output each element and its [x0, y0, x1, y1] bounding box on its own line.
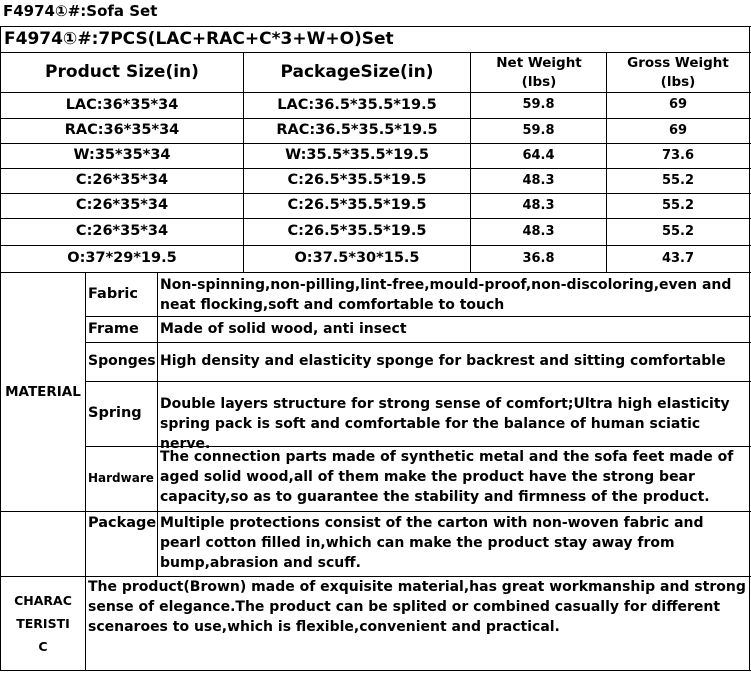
net-weight-cell: 48.3 — [522, 197, 555, 213]
product-size-cell: LAC:36*35*34 — [65, 96, 179, 113]
product-size-cell: C:26*35*34 — [75, 223, 169, 240]
characteristic-label-text: CHARACTERISTIC — [14, 593, 72, 654]
material-name: Spring — [88, 405, 142, 422]
net-weight-cell: 59.8 — [522, 97, 555, 113]
gross-weight-cell: 55.2 — [661, 172, 695, 188]
material-name: Hardware — [88, 471, 154, 486]
product-size-cell: W:35*35*34 — [73, 147, 171, 164]
header-gross-weight: Gross Weight (lbs) — [627, 54, 729, 90]
gross-weight-cell: 55.2 — [661, 197, 695, 213]
product-size-cell: C:26*35*34 — [75, 172, 169, 189]
characteristic-label — [1, 577, 85, 670]
header-product-size: Product Size(in) — [45, 62, 199, 83]
material-name: Package — [88, 515, 157, 531]
gross-weight-cell: 69 — [668, 122, 688, 138]
package-size-cell: C:26.5*35.5*19.5 — [287, 197, 427, 214]
gross-weight-cell: 73.6 — [661, 147, 695, 163]
set-title: F4974①#:7PCS(LAC+RAC+C*3+W+O)Set — [4, 29, 394, 50]
material-description: High density and elasticity sponge for backrest and sitting comfortable — [160, 353, 726, 369]
gross-weight-cell: 55.2 — [661, 223, 695, 239]
package-size-cell: C:26.5*35.5*19.5 — [287, 223, 427, 240]
material-description: Non-spinning,non-pilling,lint-free,mould-proof,non-discoloring,even and neat flocking,soft and comfortable to touch — [160, 277, 732, 313]
page-title: F4974①#:Sofa Set — [3, 2, 158, 20]
net-weight-cell: 48.3 — [522, 172, 555, 188]
package-size-cell: LAC:36.5*35.5*19.5 — [277, 96, 437, 113]
material-description: Double layers structure for strong sense of comfort;Ultra high elasticity spring pack is soft and comfortable for the balance of human sciatic nerve. — [160, 396, 730, 452]
package-size-cell: C:26.5*35.5*19.5 — [287, 172, 427, 189]
material-name: Fabric — [88, 285, 138, 302]
product-size-cell: O:37*29*19.5 — [67, 250, 177, 267]
header-net-weight: Net Weight (lbs) — [496, 54, 582, 90]
material-label: MATERIAL — [5, 383, 81, 400]
net-weight-cell: 64.4 — [522, 147, 555, 163]
characteristic-description: The product(Brown) made of exquisite material,has great workmanship and strong sense of elegance.The product can be splited or combined casually for different scenaroes to use,which is flexible,convenient and practical. — [88, 579, 746, 635]
package-size-cell: O:37.5*30*15.5 — [294, 250, 420, 267]
net-weight-cell: 36.8 — [522, 250, 555, 266]
material-description: The connection parts made of synthetic metal and the sofa feet made of aged solid wood,all of them make the product have the strong bear capacity,so as to guarantee the stability and firmness of the product. — [160, 449, 734, 505]
gross-weight-cell: 43.7 — [661, 250, 695, 266]
package-size-cell: RAC:36.5*35.5*19.5 — [276, 122, 438, 139]
package-size-cell: W:35.5*35.5*19.5 — [285, 147, 429, 164]
net-weight-cell: 59.8 — [522, 122, 555, 138]
material-description: Made of solid wood, anti insect — [160, 321, 407, 337]
gross-weight-cell: 69 — [668, 97, 688, 113]
material-description: Multiple protections consist of the carton with non-woven fabric and pearl cotton filled in,which can make the product stay away from bump,abrasion and scuff. — [160, 515, 704, 571]
header-package-size: PackageSize(in) — [280, 62, 434, 83]
net-weight-cell: 48.3 — [522, 223, 555, 239]
material-name: Sponges — [88, 353, 156, 370]
product-size-cell: RAC:36*35*34 — [64, 122, 180, 139]
material-name: Frame — [88, 320, 139, 337]
product-size-cell: C:26*35*34 — [75, 197, 169, 214]
